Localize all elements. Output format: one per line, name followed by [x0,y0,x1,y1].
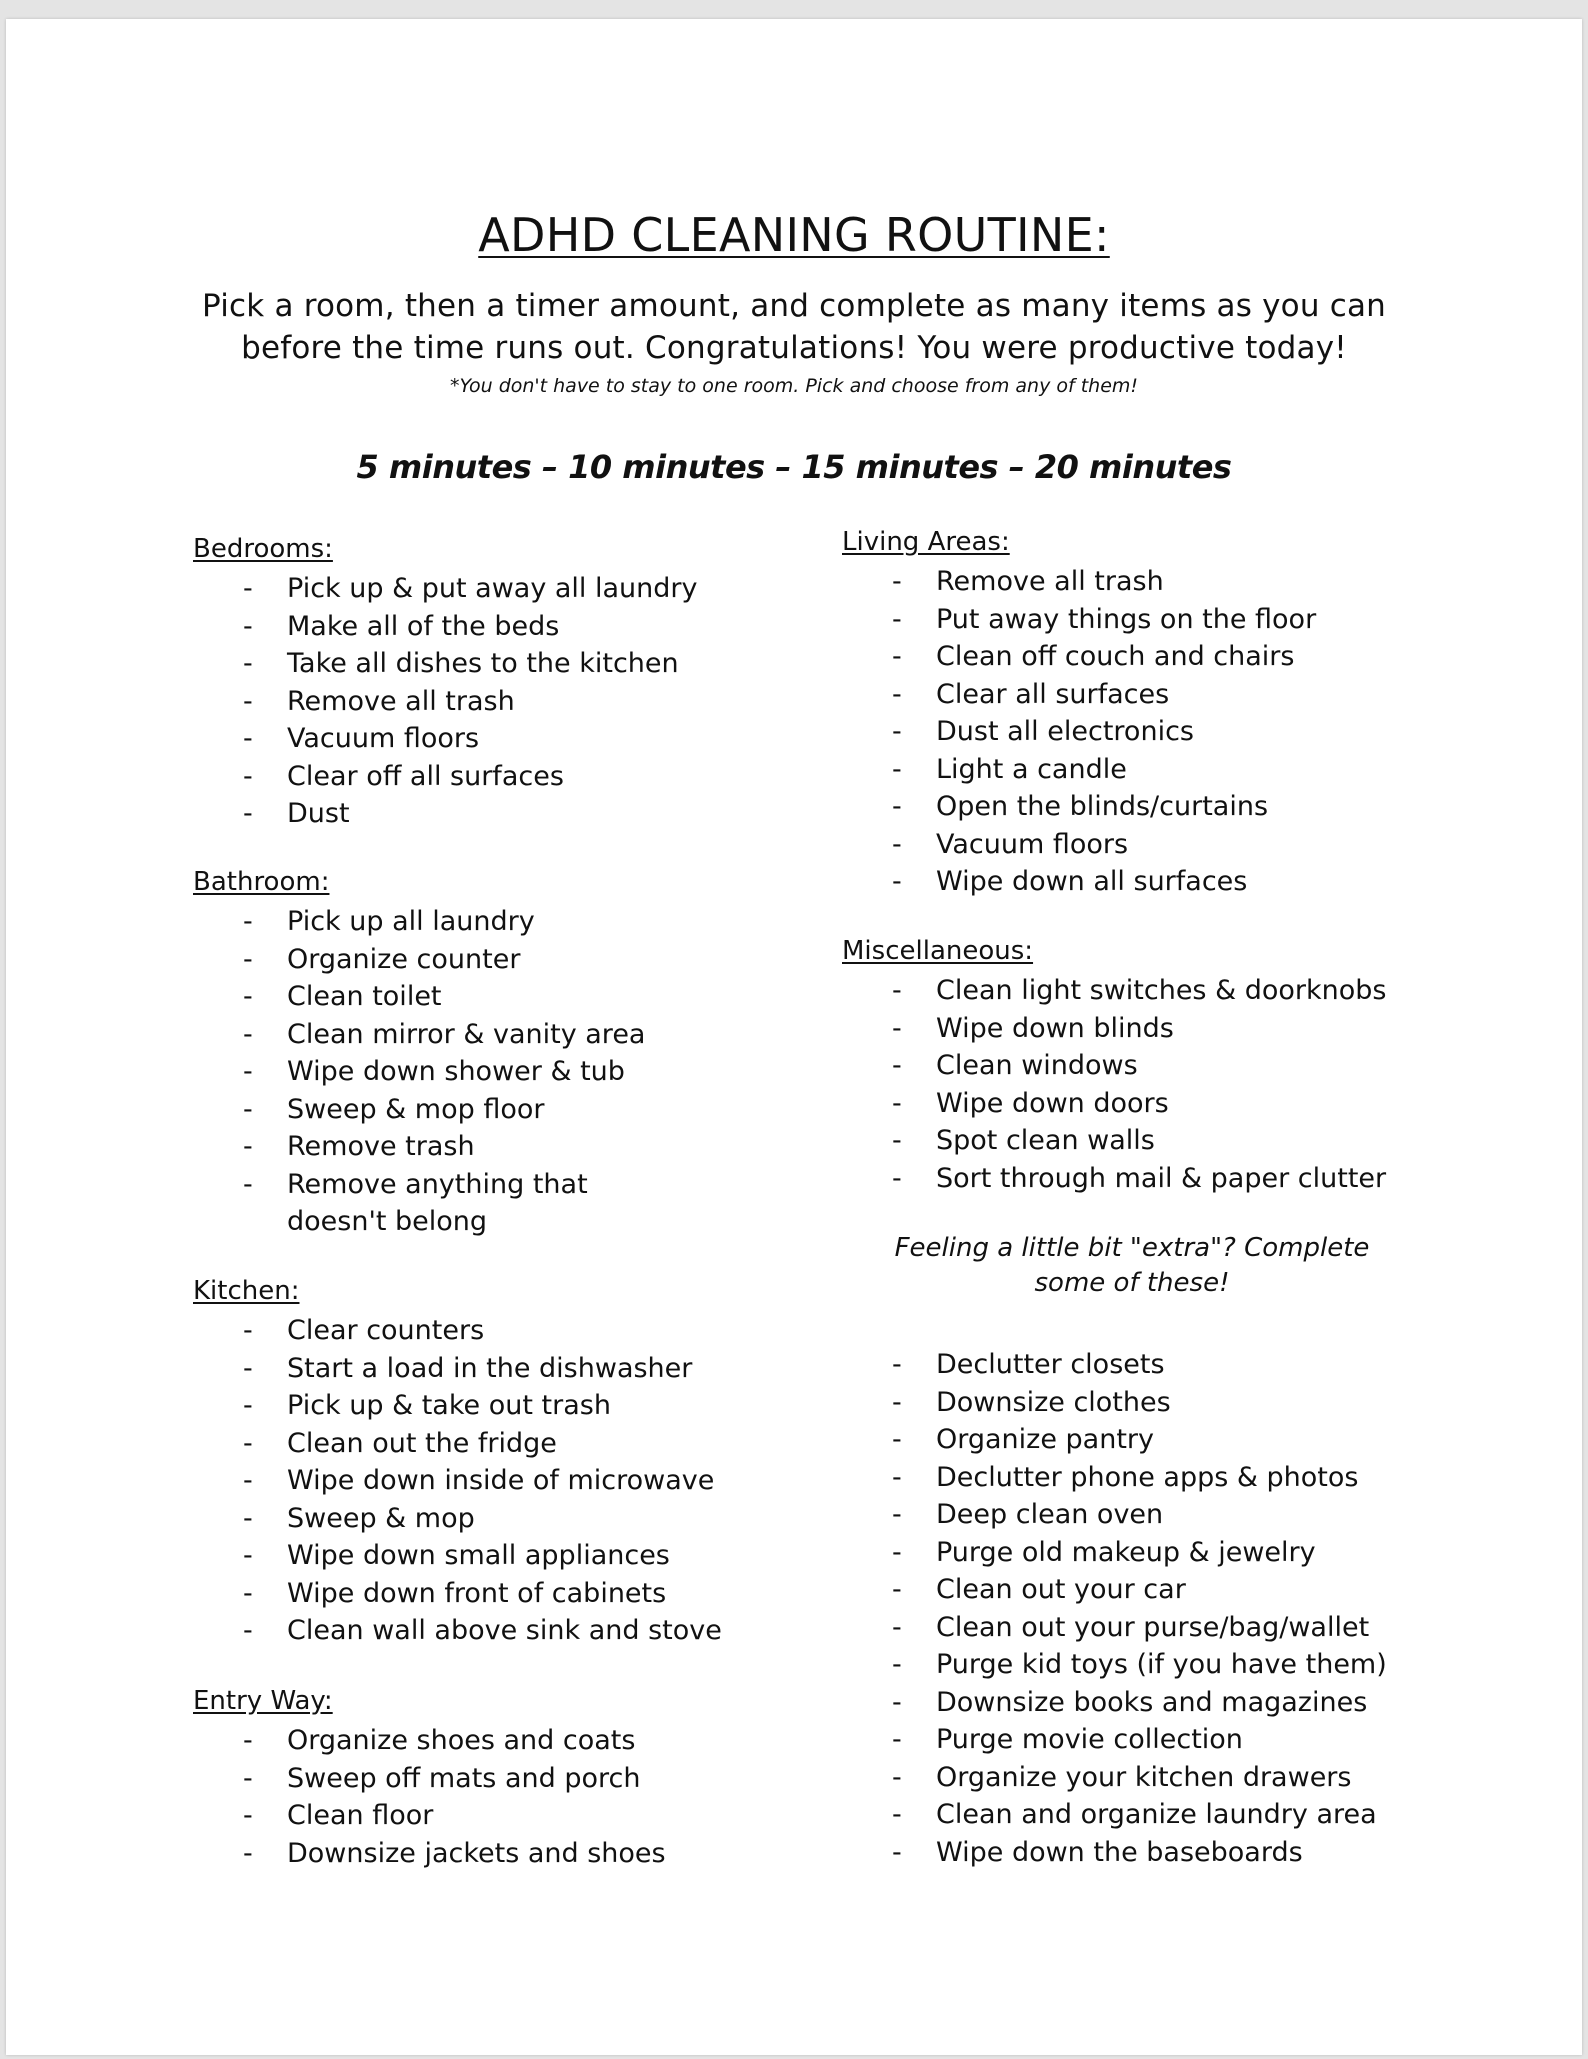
bullet-dash: - [892,1424,902,1455]
list-item [842,788,1482,826]
bullet-dash: - [892,1611,902,1643]
item-label: Vacuum floors [936,828,1129,860]
list-item [842,1571,1482,1609]
list-item [842,1684,1482,1722]
bullet-dash: - [892,1724,902,1755]
task-list [842,972,1482,1197]
task-list [842,1346,1482,1871]
bullet-dash: - [243,1427,253,1459]
intro-line-1: Pick a room, then a timer amount, and complete as many items as you can [201,288,1387,324]
item-label: Clean wall above sink and stove [287,1615,722,1646]
item-label: Vacuum floors [287,723,480,754]
list-item [842,1646,1482,1684]
bullet-dash: - [892,975,902,1006]
item-label: Wipe down the baseboards [936,1836,1303,1868]
section-extra [842,1342,1482,1871]
bullet-dash: - [243,1800,253,1831]
bullet-dash: - [243,1837,253,1869]
bullet-dash: - [243,1131,253,1162]
item-label: Organize counter [287,943,521,975]
bullet-dash: - [892,828,902,860]
list-item [193,1166,607,1241]
section-heading: Bathroom: [193,867,330,897]
bullet-dash: - [243,610,253,642]
item-label: Clean mirror & vanity area [287,1018,646,1050]
list-item [842,826,1482,864]
bullet-dash: - [892,1012,902,1044]
item-label: Downsize clothes [936,1386,1171,1418]
bullet-dash: - [243,1540,253,1571]
task-list [193,1722,753,1872]
list-item [193,645,753,683]
bullet-dash: - [892,1649,902,1680]
list-item [842,1609,1482,1647]
bullet-dash: - [243,981,253,1012]
list-item [193,1312,753,1350]
item-label: Clean light switches & doorknobs [936,975,1387,1006]
list-item [842,1496,1482,1534]
item-label: Make all of the beds [287,610,560,642]
list-item [842,1721,1482,1759]
bullet-dash: - [892,1349,902,1380]
bullet-dash: - [892,716,902,747]
item-label: Pick up & put away all laundry [287,573,698,604]
item-label: Pick up & take out trash [287,1390,611,1421]
bullet-dash: - [243,1018,253,1050]
item-label: Wipe down small appliances [287,1540,670,1571]
item-label: Open the blinds/curtains [936,791,1269,822]
bullet-dash: - [243,1762,253,1794]
item-label: Remove all trash [936,566,1164,597]
bullet-dash: - [243,906,253,937]
bullet-dash: - [243,1615,253,1646]
bullet-dash: - [892,1761,902,1793]
task-list [842,563,1482,901]
list-item [193,1425,753,1463]
bullet-dash: - [243,1390,253,1421]
item-label: Wipe down doors [936,1087,1169,1119]
item-label: Organize pantry [936,1424,1155,1455]
section-entry-way [193,1684,753,1872]
bullet-dash: - [243,1577,253,1609]
bullet-dash: - [892,753,902,785]
section-kitchen [193,1274,753,1650]
bullet-dash: - [892,678,902,710]
bullet-dash: - [243,1315,253,1346]
bullet-dash: - [892,641,902,672]
list-item [842,601,1482,639]
item-label: Take all dishes to the kitchen [287,648,679,679]
bullet-dash: - [243,943,253,975]
bullet-dash: - [892,566,902,597]
bullet-dash: - [243,648,253,679]
bullet-dash: - [243,1056,253,1087]
task-list [193,903,753,1241]
item-label: Purge movie collection [936,1724,1243,1755]
list-item [842,1421,1482,1459]
bullet-dash: - [243,1465,253,1496]
section-bathroom [193,865,753,1241]
item-label: Clean toilet [287,981,442,1012]
bullet-dash: - [892,1836,902,1868]
item-label: Clean and organize laundry area [936,1799,1377,1830]
section-heading: Living Areas: [842,527,1010,557]
item-label: Clean out your purse/bag/wallet [936,1611,1370,1643]
section-living-areas [842,525,1482,901]
list-item [193,1835,753,1873]
section-heading: Bedrooms: [193,534,333,564]
bullet-dash: - [892,1499,902,1530]
list-item [842,1122,1482,1160]
item-label: Declutter phone apps & photos [936,1461,1359,1493]
list-item [193,1500,753,1538]
document-page [6,19,1582,2055]
item-label: Remove anything that doesn't belong [287,1168,588,1237]
item-label: Clean windows [936,1050,1138,1081]
item-label: Clean off couch and chairs [936,641,1295,672]
list-item [193,1350,753,1388]
list-item [193,720,753,758]
item-label: Organize shoes and coats [287,1725,636,1756]
bullet-dash: - [892,791,902,822]
task-list [193,1312,753,1650]
item-label: Light a candle [936,753,1127,785]
item-label: Clean out the fridge [287,1427,557,1459]
bullet-dash: - [243,798,253,829]
bullet-dash: - [243,723,253,754]
bullet-dash: - [243,1168,253,1200]
item-label: Purge kid toys (if you have them) [936,1649,1387,1680]
bullet-dash: - [892,603,902,635]
item-label: Clear off all surfaces [287,760,564,792]
item-label: Clean floor [287,1800,434,1831]
item-label: Sweep off mats and porch [287,1762,641,1794]
list-item [193,1722,753,1760]
bullet-dash: - [892,1125,902,1156]
list-item [193,758,753,796]
extra-callout [842,1231,1422,1301]
item-label: Remove trash [287,1131,475,1162]
timer-options: 5 minutes – 10 minutes – 15 minutes – 20 minutes [356,448,1232,486]
section-miscellaneous [842,934,1482,1197]
list-item [193,795,753,833]
section-bedrooms [193,532,753,833]
bullet-dash: - [892,1536,902,1568]
bullet-dash: - [892,1050,902,1081]
list-item [193,903,753,941]
bullet-dash: - [243,685,253,717]
item-label: Remove all trash [287,685,515,717]
list-item [842,1346,1482,1384]
item-label: Pick up all laundry [287,906,535,937]
item-label: Wipe down blinds [936,1012,1174,1044]
list-item [842,676,1482,714]
extra-line-1: Feeling a little bit "extra"? Complete [894,1233,1370,1263]
section-heading: Entry Way: [193,1686,333,1716]
intro-text [6,285,1582,369]
item-label: Sort through mail & paper clutter [936,1162,1387,1194]
item-label: Dust all electronics [936,716,1194,747]
item-label: Dust [287,798,350,829]
item-label: Clear all surfaces [936,678,1170,710]
list-item [842,563,1482,601]
item-label: Wipe down inside of microwave [287,1465,715,1496]
list-item [842,1459,1482,1497]
list-item [842,972,1482,1010]
list-item [842,638,1482,676]
task-list [193,570,753,833]
bullet-dash: - [243,1502,253,1534]
item-label: Put away things on the floor [936,603,1317,635]
room-note: *You don't have to stay to one room. Pick and choose from any of them! [449,375,1139,397]
list-item [193,608,753,646]
bullet-dash: - [892,866,902,897]
list-item [842,1160,1482,1198]
bullet-dash: - [243,573,253,604]
item-label: Sweep & mop [287,1502,475,1534]
list-item [842,1085,1482,1123]
item-label: Deep clean oven [936,1499,1164,1530]
bullet-dash: - [892,1386,902,1418]
list-item [193,1612,753,1650]
list-item [193,941,753,979]
list-item [193,1053,753,1091]
item-label: Downsize jackets and shoes [287,1837,666,1869]
list-item [842,751,1482,789]
bullet-dash: - [243,1725,253,1756]
list-item [842,1759,1482,1797]
list-item [193,1091,753,1129]
bullet-dash: - [892,1087,902,1119]
bullet-dash: - [892,1799,902,1830]
bullet-dash: - [892,1162,902,1194]
page-title: ADHD CLEANING ROUTINE: [478,208,1110,262]
list-item [193,1462,753,1500]
bullet-dash: - [892,1461,902,1493]
item-label: Downsize books and magazines [936,1686,1368,1718]
list-item [842,1834,1482,1872]
bullet-dash: - [892,1686,902,1718]
list-item [193,1797,753,1835]
list-item [193,978,753,1016]
item-label: Wipe down all surfaces [936,866,1248,897]
intro-line-2: before the time runs out. Congratulations! You were productive today! [241,330,1347,366]
bullet-dash: - [243,1093,253,1125]
item-label: Wipe down front of cabinets [287,1577,667,1609]
list-item [193,1760,753,1798]
list-item [193,570,753,608]
list-item [842,1010,1482,1048]
item-label: Spot clean walls [936,1125,1155,1156]
item-label: Clean out your car [936,1574,1186,1605]
list-item [193,1016,753,1054]
list-item [193,1537,753,1575]
list-item [193,683,753,721]
list-item [842,713,1482,751]
list-item [842,863,1482,901]
item-label: Sweep & mop floor [287,1093,545,1125]
bullet-dash: - [243,1352,253,1384]
list-item [842,1384,1482,1422]
item-label: Wipe down shower & tub [287,1056,625,1087]
bullet-dash: - [243,760,253,792]
item-label: Purge old makeup & jewelry [936,1536,1316,1568]
list-item [193,1128,753,1166]
list-item [842,1534,1482,1572]
item-label: Clear counters [287,1315,485,1346]
item-label: Declutter closets [936,1349,1165,1380]
section-heading: Miscellaneous: [842,936,1034,966]
item-label: Organize your kitchen drawers [936,1761,1352,1793]
extra-line-2: some of these! [1034,1268,1230,1298]
list-item [193,1387,753,1425]
list-item [193,1575,753,1613]
section-heading: Kitchen: [193,1276,300,1306]
list-item [842,1047,1482,1085]
list-item [842,1796,1482,1834]
bullet-dash: - [892,1574,902,1605]
item-label: Start a load in the dishwasher [287,1352,693,1384]
